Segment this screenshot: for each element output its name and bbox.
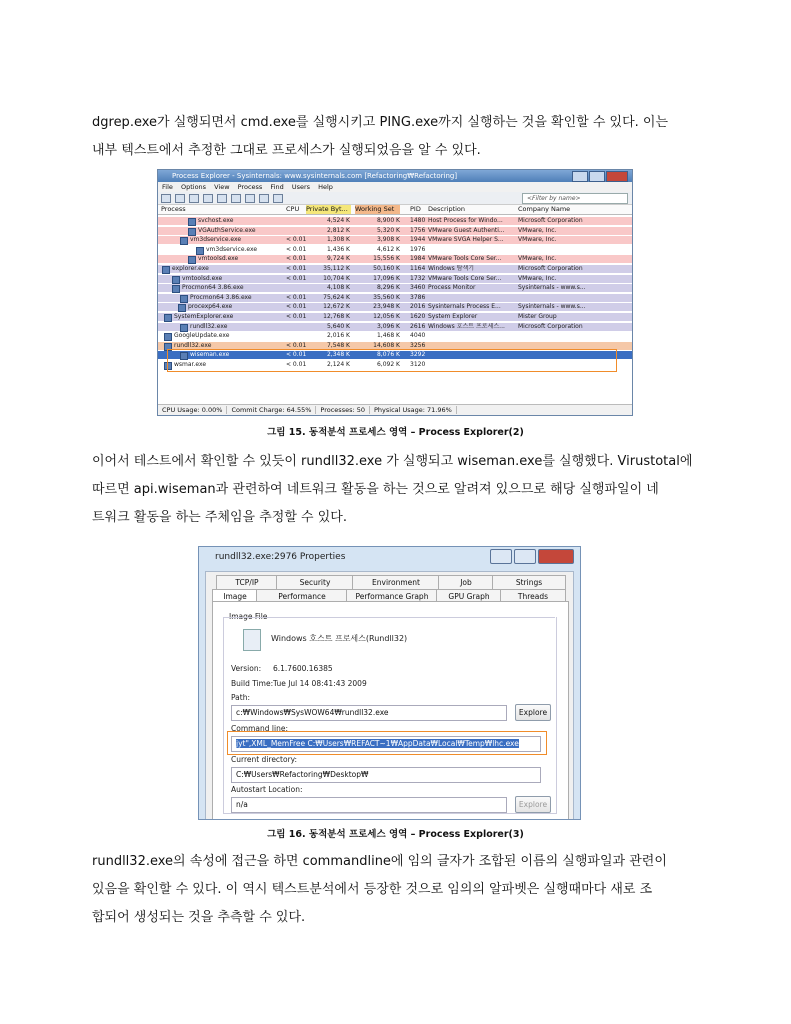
process-company: VMware, Inc. [518,274,557,282]
status-commit: Commit Charge: 64.55% [227,406,316,414]
process-private-bytes: 4,524 K [326,217,350,224]
process-pid: 3786 [410,293,426,301]
process-explorer-titlebar [158,170,632,182]
process-company: Microsoft Corporation [518,322,583,330]
process-col-cpu: < 0.01 [286,341,307,349]
process-description: VMware Tools Core Ser... [428,255,502,263]
properties-body [205,571,574,820]
process-icon [188,256,196,264]
process-description: Host Process for Windo... [428,217,503,224]
process-col-cpu: < 0.01 [286,313,307,320]
process-icon [172,276,180,284]
process-explorer-screenshot [157,169,633,416]
process-description: VMware Guest Authenti... [428,226,505,234]
tab-performance[interactable]: Performance [256,589,348,604]
process-name: wsmar.exe [174,361,207,368]
figure-16-caption: 그림 16. 동적분석 프로세스 영역 – Process Explorer(3) [267,829,524,840]
paragraph-2-line-1: 이어서 테스트에서 확인할 수 있듯이 rundll32.exe 가 실행되고 wiseman.exe를 실행했다. Virustotal에 [92,454,693,469]
process-pid: 3120 [410,361,426,368]
close-icon[interactable] [538,549,574,564]
settings-icon[interactable] [273,194,283,203]
process-pid: 3292 [410,351,426,359]
tab-threads[interactable]: Threads [500,589,566,604]
process-pid: 1164 [410,265,426,272]
process-pid: 4040 [410,332,426,340]
process-col-cpu: < 0.01 [286,265,307,272]
paragraph-1-line-1: dgrep.exe가 실행되면서 cmd.exe를 실행시키고 PING.exe까지 실행하는 것을 확인할 수 있다. 이는 [92,115,669,130]
filter-input[interactable]: <Filter by name> [522,193,628,204]
menu-help[interactable]: Help [318,183,333,191]
process-row[interactable] [158,275,632,283]
process-name: rundll32.exe [174,341,212,349]
paragraph-3-line-1: rundll32.exe의 속성에 접근을 하면 commandline에 임의 글자가 조합된 이름의 실행파일과 관련이 [92,854,667,869]
process-working-set: 6,092 K [376,361,400,368]
menu-find[interactable]: Find [270,183,284,191]
process-name: rundll32.exe [190,322,228,330]
path-label: Path: [231,693,251,702]
toolbar [158,192,632,205]
process-private-bytes: 5,640 K [326,322,350,330]
col-process[interactable]: Process [161,205,186,213]
col-working-set[interactable]: Working Set [355,205,400,214]
minimize-icon[interactable] [572,171,588,182]
process-working-set: 3,908 K [376,236,400,244]
cpu-icon[interactable] [203,194,213,203]
process-icon [164,314,172,322]
process-working-set: 23,948 K [373,303,400,311]
process-working-set: 8,076 K [376,351,400,359]
process-icon [188,228,196,236]
process-working-set: 5,320 K [376,226,400,234]
window-icon[interactable] [189,194,199,203]
process-col-cpu: < 0.01 [286,293,307,301]
process-description: Windows 호스트 프로세스... [428,322,505,330]
process-name: wiseman.exe [190,351,230,359]
process-col-cpu: < 0.01 [286,245,307,253]
menu-options[interactable]: Options [180,183,207,191]
status-processes: Processes: 50 [316,406,370,414]
process-row[interactable] [158,332,632,340]
menu-bar [158,182,632,192]
tab-image[interactable]: Image [212,589,258,604]
process-working-set: 50,160 K [373,265,400,272]
process-col-cpu: < 0.01 [286,274,307,282]
process-working-set: 3,096 K [376,322,400,330]
process-row[interactable] [158,313,632,321]
image-panel [212,601,569,820]
paragraph-2-line-2: 따르면 api.wiseman과 관련하여 네트워크 활동을 하는 것으로 알려져 있으므로 해당 실행파일이 네 [92,482,659,497]
process-private-bytes: 4,108 K [326,284,350,292]
col-company[interactable]: Company Name [518,205,571,213]
process-company: Sysinternals - www.s... [518,303,586,311]
process-icon [162,266,170,274]
autostart-field[interactable]: n/a [231,797,507,813]
figure-15-caption: 그림 15. 동적분석 프로세스 영역 – Process Explorer(2) [267,427,524,438]
process-name: vmtoolsd.exe [198,255,239,263]
process-working-set: 8,900 K [376,217,400,224]
process-col-cpu: < 0.01 [286,303,307,311]
col-private-bytes[interactable]: Private Byt... [306,205,351,214]
process-working-set: 4,612 K [376,245,400,253]
process-description: Process Monitor [428,284,476,292]
process-private-bytes: 2,016 K [326,332,350,340]
process-pid: 1976 [410,245,426,253]
process-private-bytes: 2,812 K [326,226,350,234]
menu-file[interactable]: File [162,183,173,191]
process-pid: 1732 [410,274,426,282]
paragraph-2 [92,448,702,532]
col-cpu[interactable]: CPU [286,205,300,213]
process-row[interactable] [158,246,632,254]
process-pid: 2016 [410,303,426,311]
process-private-bytes: 12,672 K [323,303,350,311]
process-row[interactable] [158,227,632,235]
process-col-cpu: < 0.01 [286,255,307,263]
process-icon [164,333,172,341]
minimize-icon[interactable] [490,549,512,564]
process-icon [196,247,204,255]
process-row[interactable] [158,303,632,311]
process-pid: 1756 [410,226,426,234]
process-name: vm3dservice.exe [206,245,258,253]
application-icon [243,629,261,651]
process-pid: 2616 [410,322,426,330]
process-working-set: 14,608 K [373,341,400,349]
version-label: Version: [231,664,262,673]
process-icon [180,295,188,303]
highlight-box [167,349,617,372]
kill-icon[interactable] [245,194,255,203]
process-private-bytes: 10,704 K [323,274,350,282]
process-working-set: 17,096 K [373,274,400,282]
process-name: GoogleUpdate.exe [174,332,230,340]
status-physical: Physical Usage: 71.96% [370,406,457,414]
process-description: Windows 탐색기 [428,265,475,272]
process-name: SystemExplorer.exe [174,313,234,320]
process-col-cpu: < 0.01 [286,236,307,244]
process-private-bytes: 7,548 K [326,341,350,349]
process-description: Sysinternals Process E... [428,303,501,311]
col-description[interactable]: Description [428,205,466,213]
process-col-cpu: < 0.01 [286,361,307,368]
find-icon[interactable] [259,194,269,203]
process-pid: 1984 [410,255,426,263]
process-name: vmtoolsd.exe [182,274,223,282]
build-time-value: Tue Jul 14 08:41:43 2009 [273,679,367,688]
process-private-bytes: 2,124 K [326,361,350,368]
highlight-box [227,731,547,755]
process-pid: 1480 [410,217,426,224]
process-name: vm3dservice.exe [190,236,242,244]
process-icon [180,324,188,332]
process-pid: 3460 [410,284,426,292]
process-private-bytes: 75,624 K [323,293,350,301]
process-row[interactable] [158,284,632,292]
process-pid: 1620 [410,313,426,320]
process-company: VMware, Inc. [518,226,557,234]
tab-security[interactable]: Security [276,575,354,590]
menu-users[interactable]: Users [291,183,311,191]
app-description: Windows 호스트 프로세스(Rundll32) [271,634,408,643]
process-row[interactable] [158,255,632,263]
autostart-label: Autostart Location: [231,785,303,794]
menu-process[interactable]: Process [237,183,263,191]
process-icon [178,304,186,312]
process-company: VMware, Inc. [518,255,557,263]
process-row[interactable] [158,236,632,244]
version-value: 6.1.7600.16385 [273,664,333,673]
tab-tcpip[interactable]: TCP/IP [216,575,278,590]
process-icon [180,237,188,245]
process-private-bytes: 1,436 K [326,245,350,253]
process-working-set: 1,468 K [376,332,400,340]
tree-icon[interactable] [217,194,227,203]
paragraph-3-line-2: 있음을 확인할 수 있다. 이 역시 텍스트분석에서 등장한 것으로 임의의 알파벳은 실행때마다 새로 조 [92,882,653,897]
maximize-icon[interactable] [589,171,605,182]
properties-titlebar [199,547,580,567]
current-directory-field[interactable]: C:₩Users₩Refactoring₩Desktop₩ [231,767,541,783]
process-description: System Explorer [428,313,478,320]
current-directory-label: Current directory: [231,755,298,764]
process-working-set: 15,556 K [373,255,400,263]
process-row[interactable] [158,294,632,302]
process-private-bytes: 1,308 K [326,236,350,244]
menu-view[interactable]: View [214,183,230,191]
process-private-bytes: 2,348 K [326,351,350,359]
process-name: Procmon64 3.86.exe [182,284,244,292]
process-company: Mister Group [518,313,557,320]
properties-window-screenshot [198,546,581,820]
process-company: Sysinternals - www.s... [518,284,586,292]
process-name: VGAuthService.exe [198,226,256,234]
process-working-set: 35,560 K [373,293,400,301]
tab-gpu-graph[interactable]: GPU Graph [436,589,502,604]
close-icon[interactable] [606,171,628,182]
process-company: VMware, Inc. [518,236,557,244]
tab-performance-graph[interactable]: Performance Graph [346,589,438,604]
status-cpu: CPU Usage: 0.00% [158,406,227,414]
process-working-set: 8,296 K [376,284,400,292]
process-col-cpu: < 0.01 [286,351,307,359]
process-company: Microsoft Corporation [518,265,583,272]
column-headers [158,205,632,215]
process-row[interactable] [158,217,632,225]
process-private-bytes: 9,724 K [326,255,350,263]
tab-environment[interactable]: Environment [352,575,440,590]
process-name: svchost.exe [198,217,234,224]
explore-button[interactable]: Explore [515,704,551,721]
process-private-bytes: 12,768 K [323,313,350,320]
col-pid[interactable]: PID [410,205,421,213]
tab-strings[interactable]: Strings [492,575,566,590]
window-title: rundll32.exe:2976 Properties [215,552,346,562]
paragraph-3-line-3: 합되어 생성되는 것을 추측할 수 있다. [92,910,306,925]
process-name: procexp64.exe [188,303,233,311]
window-title: Process Explorer - Sysinternals: www.sysinternals.com [Refactoring₩Refactoring] [172,172,458,180]
build-time-label: Build Time: [231,679,274,688]
process-row[interactable] [158,323,632,331]
process-pid: 3256 [410,341,426,349]
process-company: Microsoft Corporation [518,217,583,224]
process-description: VMware Tools Core Ser... [428,274,502,282]
command-line-label: Command line: [231,724,288,733]
process-name: explorer.exe [172,265,209,272]
process-icon [172,285,180,293]
process-row[interactable] [158,265,632,273]
path-field[interactable]: c:₩Windows₩SysWOW64₩rundll32.exe [231,705,507,721]
process-private-bytes: 35,112 K [323,265,350,272]
process-name: Procmon64 3.86.exe [190,293,252,301]
refresh-icon[interactable] [175,194,185,203]
process-icon [188,218,196,226]
command-line-value: jyt",XML_MemFree C:₩Users₩REFACT~1₩AppData₩Local₩Temp₩lhc.exe [236,739,519,748]
process-description: VMware SVGA Helper S... [428,236,504,244]
paragraph-3 [92,848,702,932]
paragraph-1 [92,109,702,165]
target-icon[interactable] [231,194,241,203]
maximize-icon[interactable] [514,549,536,564]
paragraph-1-line-2: 내부 텍스트에서 추정한 그대로 프로세스가 실행되었음을 알 수 있다. [92,143,481,158]
autostart-explore-button[interactable]: Explore [515,796,551,813]
paragraph-2-line-3: 트워크 활동을 하는 주체임을 추정할 수 있다. [92,510,347,525]
save-icon[interactable] [161,194,171,203]
status-bar [158,404,632,415]
process-pid: 1944 [410,236,426,244]
process-working-set: 12,056 K [373,313,400,320]
tab-job[interactable]: Job [438,575,494,590]
